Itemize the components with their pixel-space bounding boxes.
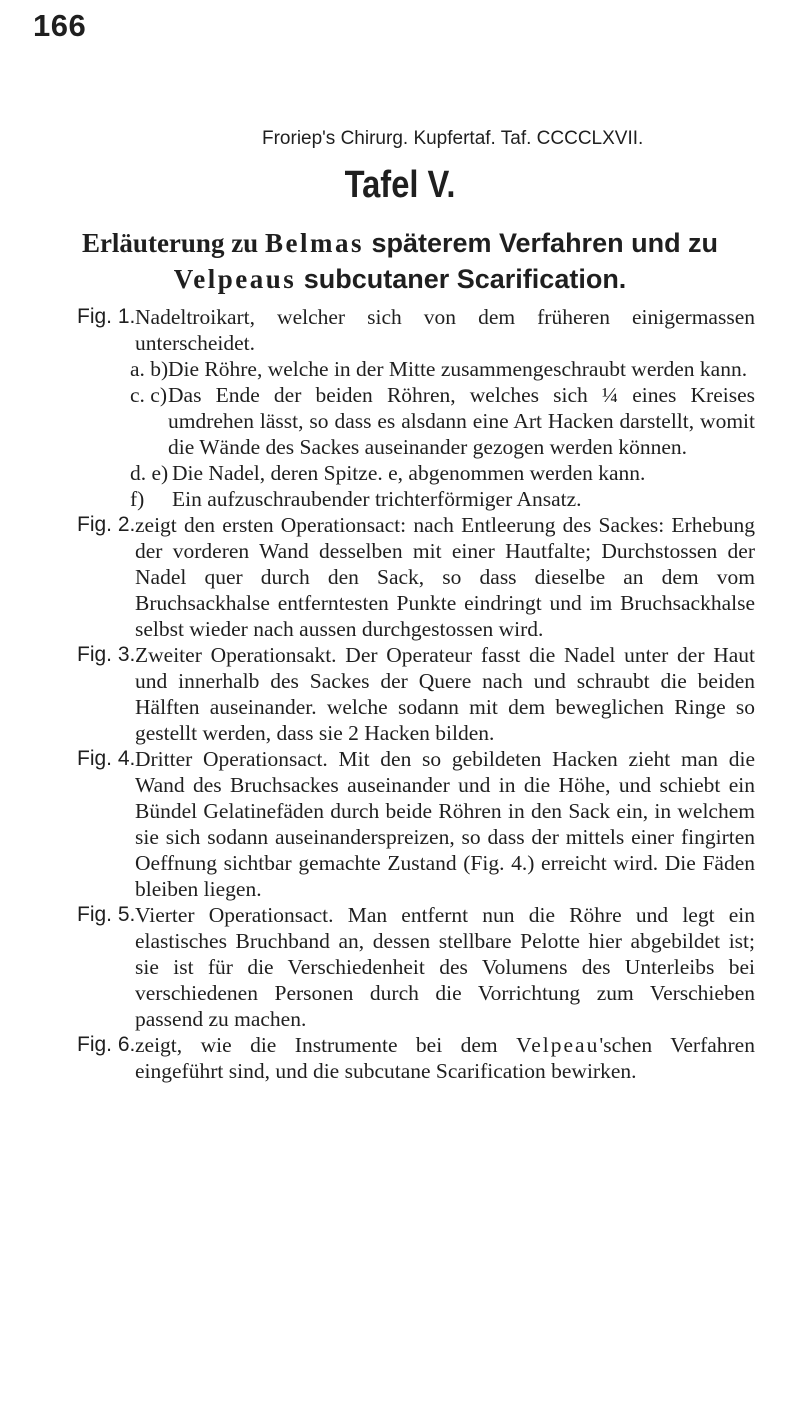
figure-entry-6: [0, 1032, 800, 1084]
heading-text: subcutaner Scarification.: [296, 264, 627, 294]
sub-entry-ab: [0, 356, 800, 382]
figure-entry-2: [0, 512, 800, 642]
figure-description: [135, 1032, 755, 1084]
figure-description: zeigt den ersten Operationsact: nach Entleerung des Sackes: Erhebung der vorderen Wand desselben mit einer Hautfalte; Durchstossen der Nadel quer durch den Sack, so dass dieselbe an dem vom Bruchsackhalse entferntesten Punkte eindringt und im Bruchsackhalse selbst wieder nach aussen durchgestossen wird.: [135, 513, 755, 641]
sub-entry-label: c. c): [130, 383, 167, 407]
figure-entry-3: [0, 642, 800, 746]
page-number: 166: [33, 8, 87, 43]
description-text: 'schen Verfahren eingeführt sind, und die subcutane Scarification bewirken.: [135, 1033, 755, 1083]
sub-entry-label: d. e): [130, 461, 169, 485]
heading-line-1: [0, 228, 800, 259]
figure-label: Fig. 6.: [77, 1033, 136, 1056]
figure-label: Fig. 2.: [77, 513, 136, 536]
sub-entry-f: [0, 486, 800, 512]
figure-legend-list: [0, 304, 800, 1084]
figure-entry-5: [0, 902, 800, 1032]
plate-title: Tafel V.: [344, 164, 456, 206]
figure-entry-4: [0, 746, 800, 902]
figure-description: Dritter Operationsact. Mit den so gebildeten Hacken zieht man die Wand des Bruchsackes auseinander und in die Höhe, und schiebt ein Bündel Gelatinefäden durch beide Röhren in den Sack ein, in welchem sie sich sodann auseinanderspreizen, so dass der mittels einer fingirten Oeffnung sichtbar gemachte Zustand (Fig. 4.) erreicht wird. Die Fäden bleiben liegen.: [135, 747, 755, 901]
sub-entry-description: Das Ende der beiden Röhren, welches sich ¼ eines Kreises umdrehen lässt, so dass es alsdann eine Art Hacken darstellt, womit die Wände des Sackes auseinander gezogen werden können.: [168, 383, 755, 459]
figure-label: Fig. 5.: [77, 903, 136, 926]
description-text: zeigt, wie die Instrumente bei dem: [135, 1033, 517, 1057]
author-name-velpeau: Velpeaus: [173, 264, 297, 294]
figure-label: Fig. 4.: [77, 747, 136, 770]
sub-entry-description: Die Nadel, deren Spitze. e, abgenommen werden kann.: [172, 461, 646, 485]
author-name-belmas: Belmas: [264, 228, 364, 258]
heading-text: späterem Verfahren und zu: [363, 228, 719, 258]
running-head: Froriep's Chirurg. Kupfertaf. Taf. CCCCLXVII.: [262, 128, 644, 149]
sub-entry-description: Ein aufzuschraubender trichterförmiger Ansatz.: [172, 487, 582, 511]
figure-entry-1: [0, 304, 800, 356]
figure-description: Nadeltroikart, welcher sich von dem früheren einigermassen unterscheidet.: [135, 305, 755, 355]
sub-entry-de: [0, 460, 800, 486]
sub-entry-label: f): [130, 487, 145, 511]
figure-label: Fig. 3.: [77, 643, 136, 666]
figure-label: Fig. 1.: [77, 305, 136, 328]
heading-line-2: [0, 264, 800, 295]
sub-entry-label: a. b): [130, 357, 169, 381]
sub-entry-description: Die Röhre, welche in der Mitte zusammengeschraubt werden kann.: [168, 357, 748, 381]
author-name-velpeau: Velpeau: [516, 1033, 600, 1057]
heading-text: Erläuterung zu: [81, 228, 265, 258]
sub-entry-cc: [0, 382, 800, 460]
figure-description: Zweiter Operationsakt. Der Operateur fasst die Nadel unter der Haut und innerhalb des Sackes der Quere nach und schraubt die beiden Hälften auseinander. welche sodann mit dem beweglichen Ringe so gestellt werden, dass sie 2 Hacken bilden.: [135, 643, 755, 745]
figure-description: Vierter Operationsact. Man entfernt nun die Röhre und legt ein elastisches Bruchband an, dessen stellbare Pelotte hier abgebildet ist; sie ist für die Verschiedenheit des Volumens des Unterleibs bei verschiedenen Personen durch die Vorrichtung zum Verschieben passend zu machen.: [135, 903, 755, 1031]
